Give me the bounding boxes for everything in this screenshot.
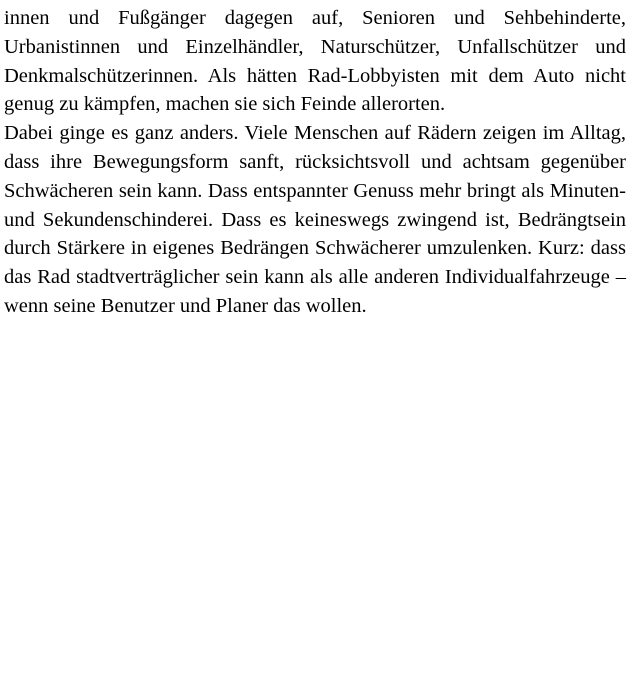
document-body <box>4 4 626 321</box>
paragraph-2: Dabei ginge es ganz anders. Viele Menschen auf Rädern zeigen im Alltag, dass ihre Bewegungsform sanft, rücksichtsvoll und achtsam gegenüber Schwächeren sein kann. Dass entspannter Genuss mehr bringt als Minuten- und Sekundenschinderei. Dass es keineswegs zwingend ist, Bedrängtsein durch Stärkere in eigenes Bedrängen Schwächerer umzulenken. Kurz: dass das Rad stadtverträglicher sein kann als alle anderen Individualfahrzeuge – wenn seine Benutzer und Planer das wollen. <box>4 122 626 317</box>
paragraph-1: innen und Fußgänger dagegen auf, Senioren und Sehbehinderte, Urbanistinnen und Einzelhändler, Naturschützer, Unfallschützer und Denkmalschützerinnen. Als hätten Rad-Lobbyisten mit dem Auto nicht genug zu kämpfen, machen sie sich Feinde allerorten. <box>4 7 626 116</box>
